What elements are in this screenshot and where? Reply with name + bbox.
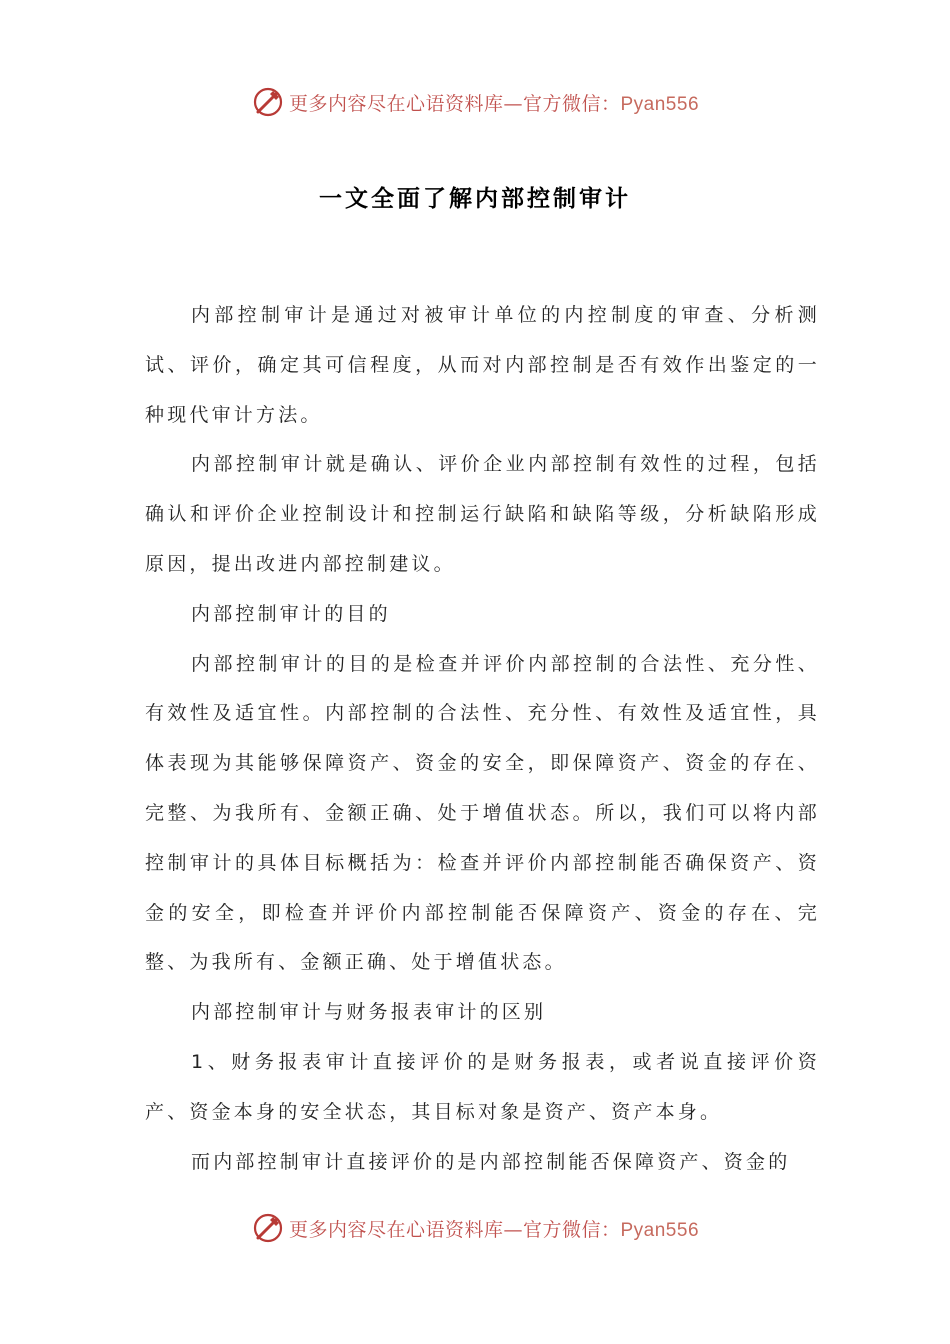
document-title: 一文全面了解内部控制审计 (319, 186, 631, 212)
paragraph: 内部控制审计的目的是检查并评价内部控制的合法性、充分性、有效性及适宜性。内部控制的合法性、充分性、有效性及适宜性，具体表现为其能够保障资产、资金的安全，即保障资产、资金的存在、完整、为我所有、金额正确、处于增值状态。所以，我们可以将内部控制审计的具体目标概括为：检查并评价内部控制能否确保资产、资金的安全，即检查并评价内部控制能否保障资产、资金的存在、完整、为我所有、金额正确、处于增值状态。 (145, 652, 820, 974)
section-heading: 内部控制审计与财务报表审计的区别 (191, 1001, 547, 1024)
paragraph: 内部控制审计是通过对被审计单位的内控制度的审查、分析测试、评价，确定其可信程度，从而对内部控制是否有效作出鉴定的一种现代审计方法。 (145, 304, 820, 426)
paragraph: 而内部控制审计直接评价的是内部控制能否保障资产、资金的 (191, 1150, 791, 1173)
paragraph: 内部控制审计就是确认、评价企业内部控制有效性的过程，包括确认和评价企业控制设计和控制运行缺陷和缺陷等级，分析缺陷形成原因，提出改进内部控制建议。 (145, 453, 820, 575)
pen-logo-icon (251, 1211, 285, 1245)
footer-watermark-banner (0, 1208, 950, 1248)
document-body (145, 291, 820, 1187)
pen-logo-icon (251, 85, 285, 119)
header-watermark-banner (0, 82, 950, 122)
paragraph: 1、财务报表审计直接评价的是财务报表，或者说直接评价资产、资金本身的安全状态，其目标对象是资产、资产本身。 (145, 1050, 820, 1123)
section-heading: 内部控制审计的目的 (191, 602, 391, 625)
watermark-text: 更多内容尽在心语资料库—官方微信：Pyan556 (288, 92, 700, 115)
wechat-id: Pyan556 (620, 1219, 700, 1241)
wechat-id: Pyan556 (620, 93, 700, 115)
watermark-text: 更多内容尽在心语资料库—官方微信：Pyan556 (288, 1218, 700, 1241)
